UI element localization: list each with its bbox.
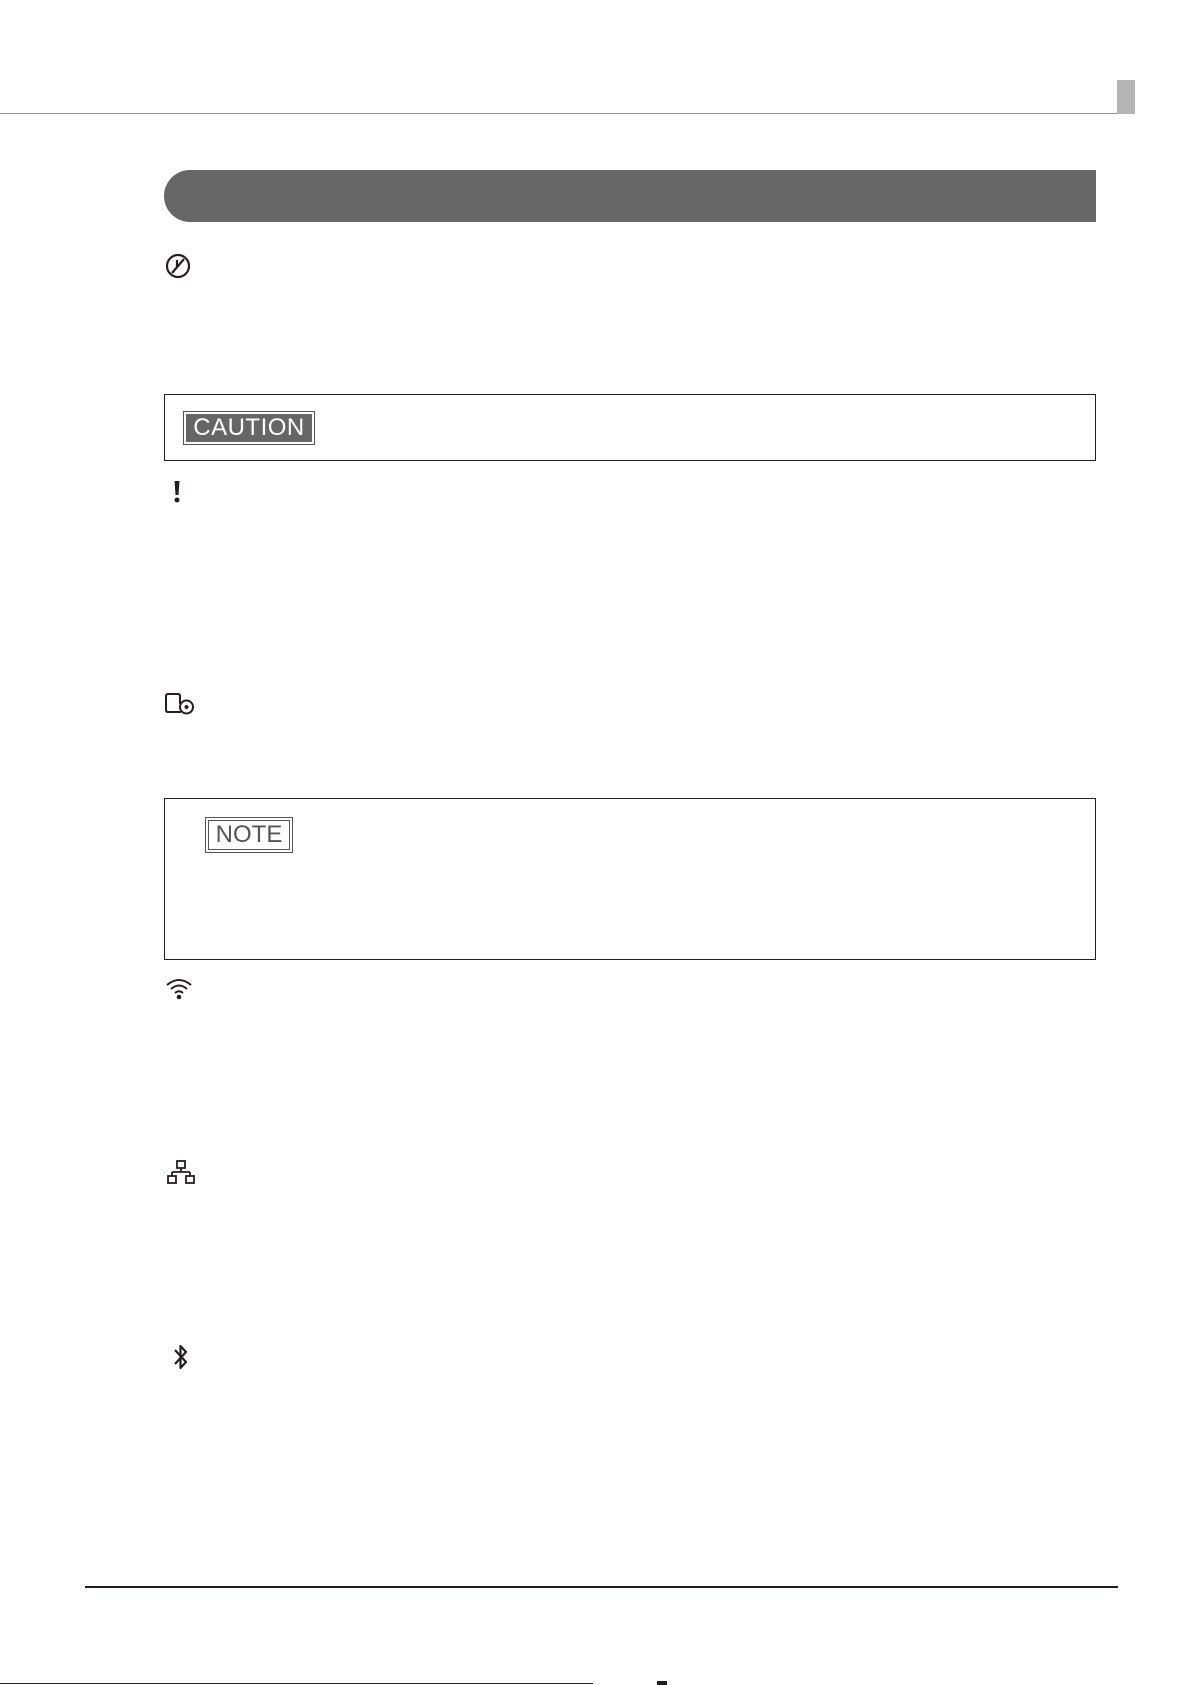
paper-roll-icon bbox=[164, 692, 196, 716]
footer-rule bbox=[85, 1586, 1118, 1588]
caution-label-text: CAUTION bbox=[186, 414, 312, 442]
bottom-crop-rule bbox=[0, 1683, 593, 1684]
note-box bbox=[164, 798, 1096, 960]
bluetooth-icon bbox=[172, 1342, 190, 1372]
wifi-icon bbox=[164, 976, 194, 1000]
power-icon bbox=[164, 252, 192, 280]
bottom-crop-mark bbox=[657, 1681, 667, 1685]
note-label-text: NOTE bbox=[208, 820, 290, 850]
note-label bbox=[205, 817, 293, 853]
caution-box bbox=[164, 394, 1096, 461]
section-heading-bar bbox=[164, 170, 1096, 222]
network-icon bbox=[167, 1160, 195, 1186]
header-rule bbox=[0, 113, 1130, 114]
chapter-tab bbox=[1117, 80, 1135, 114]
exclamation-icon bbox=[172, 480, 182, 504]
caution-label bbox=[183, 411, 315, 445]
